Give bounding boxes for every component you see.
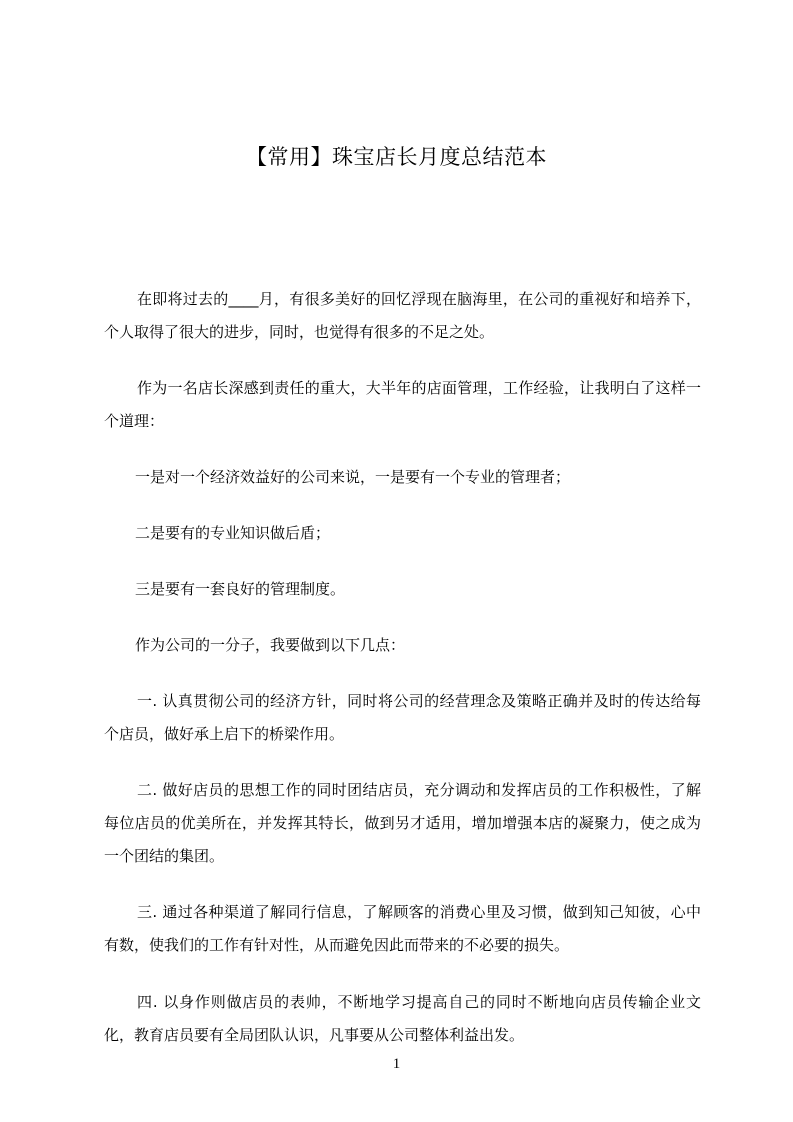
document-title: 【常用】珠宝店长月度总结范本 [246, 145, 547, 169]
paragraph-item-two: 二. 做好店员的思想工作的同时团结店员，充分调动和发挥店员的工作积极性，了解每位店员的优美所在，并发挥其特长，做到另才适用，增加增强本店的凝聚力，使之成为一个团结的集团。 [104, 781, 701, 865]
paragraph-point-three: 三是要有一套良好的管理制度。 [135, 580, 346, 598]
paragraph-intro: 在即将过去的____月，有很多美好的回忆浮现在脑海里，在公司的重视好和培养下，个人取得了很大的进步，同时，也觉得有很多的不足之处。 [104, 290, 701, 341]
paragraph-responsibility: 作为一名店长深感到责任的重大，大半年的店面管理，工作经验，让我明白了这样一个道理： [104, 379, 701, 430]
paragraph-commitments-intro: 作为公司的一分子，我要做到以下几点： [135, 636, 406, 654]
paragraph-item-three: 三. 通过各种渠道了解同行信息，了解顾客的消费心里及习惯，做到知己知彼，心中有数，使我们的工作有针对性，从而避免因此而带来的不必要的损失。 [104, 903, 701, 954]
page-number: 1 [392, 1056, 401, 1072]
paragraph-point-two: 二是要有的专业知识做后盾； [135, 524, 331, 542]
document-body [104, 283, 701, 1052]
paragraph-item-four: 四. 以身作则做店员的表帅，不断地学习提高自己的同时不断地向店员传输企业文化，教育店员要有全局团队认识，凡事要从公司整体利益出发。 [104, 993, 701, 1044]
paragraph-item-one: 一. 认真贯彻公司的经济方针，同时将公司的经营理念及策略正确并及时的传达给每个店员，做好承上启下的桥梁作用。 [104, 692, 701, 743]
paragraph-point-one: 一是对一个经济效益好的公司来说，一是要有一个专业的管理者； [135, 468, 571, 486]
